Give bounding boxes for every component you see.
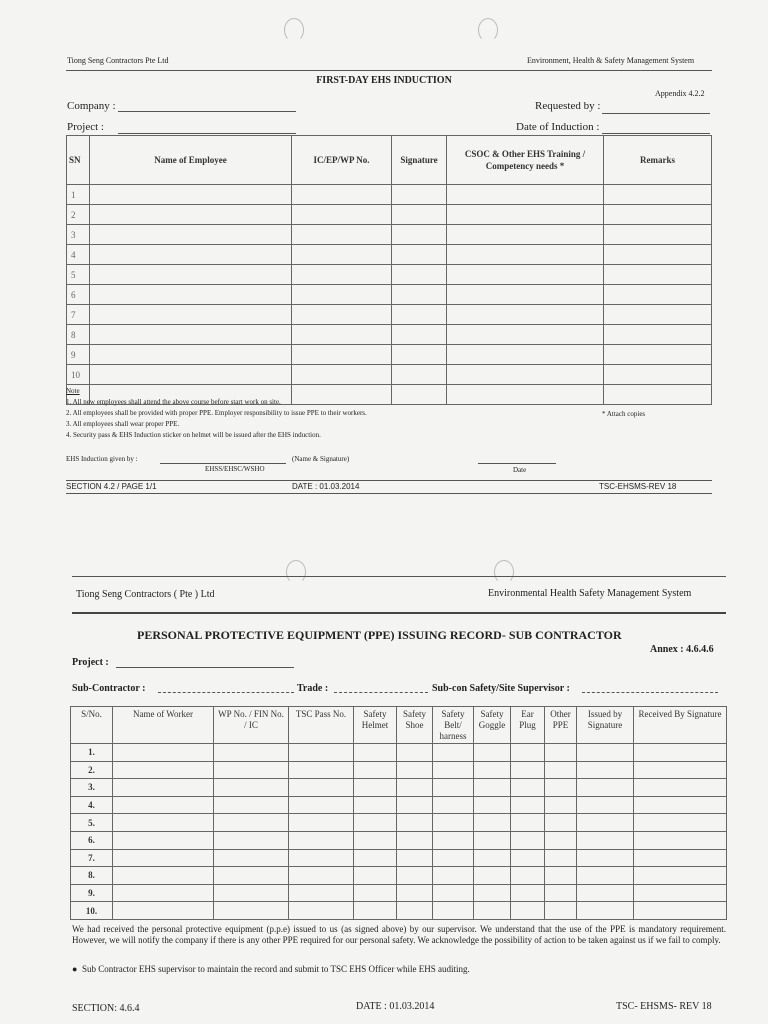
- column-header: Other PPE: [545, 707, 577, 744]
- table-cell[interactable]: [511, 744, 545, 762]
- supervisor-field[interactable]: [582, 692, 718, 693]
- project-field[interactable]: [118, 133, 296, 134]
- table-cell[interactable]: [604, 305, 712, 325]
- row-number: 3: [67, 225, 90, 245]
- table-row: [67, 245, 712, 265]
- table-cell[interactable]: [604, 225, 712, 245]
- table-cell[interactable]: [433, 884, 474, 902]
- row-number: 7.: [71, 849, 113, 867]
- form1-system-name: Environment, Health & Safety Management System: [527, 56, 695, 65]
- table-cell[interactable]: [292, 305, 392, 325]
- table-cell[interactable]: [397, 761, 433, 779]
- note-item: 3. All employees shall wear proper PPE.: [66, 420, 180, 428]
- company-label: Company :: [67, 100, 116, 112]
- row-number: 10: [67, 365, 90, 385]
- table-cell[interactable]: [545, 814, 577, 832]
- table-cell[interactable]: [604, 285, 712, 305]
- table-cell[interactable]: [577, 831, 634, 849]
- requested-by-field[interactable]: [602, 113, 710, 114]
- note-item: 1. All new employees shall attend the above course before start work on site.: [66, 398, 281, 406]
- table-cell[interactable]: [113, 814, 214, 832]
- table-cell[interactable]: [577, 761, 634, 779]
- table-cell[interactable]: [90, 305, 292, 325]
- table-cell[interactable]: [292, 185, 392, 205]
- table-cell[interactable]: [354, 814, 397, 832]
- table-cell[interactable]: [634, 779, 727, 797]
- row-number: 7: [67, 305, 90, 325]
- table-cell[interactable]: [604, 365, 712, 385]
- table-row: [71, 902, 727, 920]
- table-header-row: [71, 707, 727, 744]
- table-cell[interactable]: [604, 345, 712, 365]
- table-cell[interactable]: [113, 902, 214, 920]
- table-header-row: [67, 136, 712, 185]
- table-cell[interactable]: [545, 884, 577, 902]
- table-cell[interactable]: [113, 761, 214, 779]
- column-header: TSC Pass No.: [289, 707, 354, 744]
- table-cell[interactable]: [604, 185, 712, 205]
- form1-title-text: FIRST-DAY EHS INDUCTION: [316, 75, 452, 86]
- table-row: [71, 849, 727, 867]
- table-cell: [392, 385, 447, 405]
- table-cell[interactable]: [474, 849, 511, 867]
- column-header: WP No. / FIN No. / IC: [214, 707, 289, 744]
- table-cell[interactable]: [292, 205, 392, 225]
- table-cell[interactable]: [511, 902, 545, 920]
- row-number: 9.: [71, 884, 113, 902]
- table-cell[interactable]: [604, 265, 712, 285]
- table-cell[interactable]: [577, 814, 634, 832]
- table-row: [71, 867, 727, 885]
- column-header: Received By Signature: [634, 707, 727, 744]
- table-row: [67, 205, 712, 225]
- table-cell[interactable]: [577, 779, 634, 797]
- table-cell[interactable]: [90, 365, 292, 385]
- table-cell[interactable]: [634, 761, 727, 779]
- table-cell[interactable]: [433, 902, 474, 920]
- table-cell[interactable]: [354, 831, 397, 849]
- table-row: [67, 305, 712, 325]
- table-cell[interactable]: [474, 761, 511, 779]
- table-cell[interactable]: [289, 902, 354, 920]
- table-cell[interactable]: [292, 265, 392, 285]
- table-cell[interactable]: [433, 867, 474, 885]
- note-item: 4. Security pass & EHS Induction sticker on helmet will be issued after the EHS induction.: [66, 431, 321, 439]
- row-number: 6: [67, 285, 90, 305]
- table-cell[interactable]: [397, 831, 433, 849]
- induction-given-by-field[interactable]: [160, 463, 286, 464]
- divider: [72, 612, 726, 614]
- table-row: [67, 365, 712, 385]
- table-cell[interactable]: [214, 902, 289, 920]
- table-cell[interactable]: [433, 831, 474, 849]
- form1-footer-date: DATE : 01.03.2014: [292, 482, 360, 491]
- declaration-text: We had received the personal protective equipment (p.p.e) issued to us (as signed above) by our supervisor. We understand that the use of the PPE is mandatory requirement. However, we will notify the company if there is any other PPE required for our personal safety. We acknowledge the possibility of action to be taken against us if we fail to comply.: [72, 924, 726, 945]
- table-cell[interactable]: [354, 796, 397, 814]
- table-cell[interactable]: [397, 902, 433, 920]
- table-cell[interactable]: [289, 831, 354, 849]
- table-cell[interactable]: [447, 245, 604, 265]
- table-cell[interactable]: [511, 796, 545, 814]
- table-cell[interactable]: [511, 779, 545, 797]
- row-number: 4.: [71, 796, 113, 814]
- table-cell[interactable]: [433, 849, 474, 867]
- table-cell[interactable]: [447, 345, 604, 365]
- table-cell[interactable]: [90, 265, 292, 285]
- table-cell[interactable]: [113, 796, 214, 814]
- table-cell[interactable]: [214, 849, 289, 867]
- table-cell[interactable]: [447, 205, 604, 225]
- note-item: 2. All employees shall be provided with proper PPE. Employer responsibility to issue PPE to their workers.: [66, 409, 367, 417]
- table-cell[interactable]: [577, 884, 634, 902]
- table-row: [71, 779, 727, 797]
- table-cell[interactable]: [392, 345, 447, 365]
- row-number: 2: [67, 205, 90, 225]
- table-cell[interactable]: [634, 849, 727, 867]
- notes-list: [66, 397, 367, 441]
- form2-footer-section: SECTION: 4.6.4: [72, 1003, 140, 1014]
- induction-date-field[interactable]: [478, 463, 556, 464]
- table-row: [67, 285, 712, 305]
- column-header: Name of Worker: [113, 707, 214, 744]
- table-cell[interactable]: [433, 796, 474, 814]
- row-number: 2.: [71, 761, 113, 779]
- table-cell[interactable]: [634, 814, 727, 832]
- table-cell[interactable]: [447, 325, 604, 345]
- row-number: 8: [67, 325, 90, 345]
- table-cell[interactable]: [577, 867, 634, 885]
- role-label: EHSS/EHSC/WSHO: [205, 465, 265, 473]
- ppe-table: [70, 706, 727, 920]
- induction-table: [66, 135, 712, 405]
- table-cell[interactable]: [474, 902, 511, 920]
- table-cell[interactable]: [113, 884, 214, 902]
- table-cell[interactable]: [113, 867, 214, 885]
- table-cell[interactable]: [354, 884, 397, 902]
- row-number: 3.: [71, 779, 113, 797]
- table-row: [71, 814, 727, 832]
- table-cell[interactable]: [474, 779, 511, 797]
- column-header: CSOC & Other EHS Training / Competency needs *: [447, 136, 604, 185]
- column-header: Safety Shoe: [397, 707, 433, 744]
- table-cell[interactable]: [392, 245, 447, 265]
- form2-footer-rev: TSC- EHSMS- REV 18: [616, 1001, 712, 1012]
- table-cell[interactable]: [433, 814, 474, 832]
- table-cell[interactable]: [545, 849, 577, 867]
- column-header: Remarks: [604, 136, 712, 185]
- column-header: SN: [67, 136, 90, 185]
- table-cell[interactable]: [545, 779, 577, 797]
- column-header: Name of Employee: [90, 136, 292, 185]
- bullet-text: Sub Contractor EHS supervisor to maintain the record and submit to TSC EHS Officer while EHS auditing.: [81, 964, 470, 974]
- table-cell[interactable]: [113, 779, 214, 797]
- table-cell[interactable]: [474, 831, 511, 849]
- table-row: [71, 796, 727, 814]
- table-cell[interactable]: [474, 814, 511, 832]
- table-cell[interactable]: [634, 796, 727, 814]
- table-cell[interactable]: [214, 867, 289, 885]
- form2-title: PERSONAL PROTECTIVE EQUIPMENT (PPE) ISSUING RECORD- SUB CONTRACTOR: [137, 628, 622, 642]
- table-row: [67, 225, 712, 245]
- table-cell[interactable]: [634, 867, 727, 885]
- row-number: 1: [67, 185, 90, 205]
- divider: [66, 480, 712, 481]
- table-cell[interactable]: [292, 365, 392, 385]
- table-cell[interactable]: [577, 744, 634, 762]
- table-cell[interactable]: [90, 325, 292, 345]
- table-cell[interactable]: [292, 285, 392, 305]
- table-cell[interactable]: [545, 796, 577, 814]
- table-cell[interactable]: [214, 761, 289, 779]
- table-cell[interactable]: [577, 849, 634, 867]
- subcontractor-field[interactable]: [158, 692, 294, 693]
- form2-project-field[interactable]: [116, 667, 294, 668]
- column-header: Safety Goggle: [474, 707, 511, 744]
- table-cell[interactable]: [545, 902, 577, 920]
- table-cell[interactable]: [634, 884, 727, 902]
- table-cell[interactable]: [545, 744, 577, 762]
- row-number: 4: [67, 245, 90, 265]
- divider: [72, 576, 726, 577]
- project-label: Project :: [67, 121, 104, 133]
- table-cell[interactable]: [397, 814, 433, 832]
- table-cell[interactable]: [474, 744, 511, 762]
- trade-field[interactable]: [334, 692, 428, 693]
- table-cell[interactable]: [447, 305, 604, 325]
- note-heading: Note: [66, 387, 80, 395]
- table-cell[interactable]: [447, 365, 604, 385]
- table-cell[interactable]: [289, 814, 354, 832]
- table-cell[interactable]: [214, 814, 289, 832]
- punch-hole-mark: [284, 18, 304, 42]
- table-cell[interactable]: [90, 185, 292, 205]
- table-cell[interactable]: [90, 285, 292, 305]
- table-cell[interactable]: [90, 345, 292, 365]
- table-cell[interactable]: [113, 849, 214, 867]
- table-cell[interactable]: [634, 902, 727, 920]
- column-header: Safety Belt/ harness: [433, 707, 474, 744]
- table-cell[interactable]: [214, 779, 289, 797]
- form2-company-name: Tiong Seng Contractors ( Pte ) Ltd: [76, 589, 215, 600]
- table-row: [71, 831, 727, 849]
- table-cell[interactable]: [392, 305, 447, 325]
- row-number: 6.: [71, 831, 113, 849]
- table-cell[interactable]: [354, 744, 397, 762]
- table-cell[interactable]: [545, 867, 577, 885]
- table-cell[interactable]: [392, 205, 447, 225]
- form2-footer-date: DATE : 01.03.2014: [356, 1001, 435, 1012]
- table-cell[interactable]: [397, 884, 433, 902]
- table-cell[interactable]: [90, 205, 292, 225]
- form1-appendix: Appendix 4.2.2: [655, 89, 705, 98]
- table-cell[interactable]: [289, 849, 354, 867]
- company-field[interactable]: [118, 111, 296, 112]
- table-cell[interactable]: [511, 884, 545, 902]
- table-cell[interactable]: [354, 761, 397, 779]
- table-cell[interactable]: [292, 225, 392, 245]
- bullet-icon: ●: [72, 964, 78, 974]
- table-cell[interactable]: [604, 325, 712, 345]
- row-number: 5: [67, 265, 90, 285]
- supervisor-label: Sub-con Safety/Site Supervisor :: [432, 683, 570, 694]
- column-header: S/No.: [71, 707, 113, 744]
- table-cell[interactable]: [392, 225, 447, 245]
- table-cell[interactable]: [447, 185, 604, 205]
- table-cell[interactable]: [447, 225, 604, 245]
- punch-hole-mark: [478, 18, 498, 42]
- table-cell[interactable]: [511, 867, 545, 885]
- table-cell[interactable]: [354, 902, 397, 920]
- table-cell[interactable]: [289, 779, 354, 797]
- table-cell[interactable]: [289, 761, 354, 779]
- table-cell[interactable]: [474, 884, 511, 902]
- table-cell[interactable]: [604, 205, 712, 225]
- table-cell[interactable]: [433, 779, 474, 797]
- form1-title: [0, 75, 768, 86]
- table-row: [71, 761, 727, 779]
- table-cell: [604, 385, 712, 405]
- table-cell[interactable]: [392, 325, 447, 345]
- table-cell[interactable]: [577, 902, 634, 920]
- form1-footer-rev: TSC-EHSMS-REV 18: [599, 482, 677, 491]
- table-row: [67, 185, 712, 205]
- table-cell[interactable]: [289, 867, 354, 885]
- table-cell[interactable]: [113, 744, 214, 762]
- punch-hole-mark: [494, 560, 514, 584]
- column-header: IC/EP/WP No.: [292, 136, 392, 185]
- table-cell[interactable]: [433, 744, 474, 762]
- table-cell[interactable]: [392, 265, 447, 285]
- table-row: [71, 744, 727, 762]
- requested-by-label: Requested by :: [535, 100, 601, 112]
- row-number: 10.: [71, 902, 113, 920]
- table-row: [67, 325, 712, 345]
- divider: [66, 70, 712, 71]
- table-cell[interactable]: [354, 867, 397, 885]
- column-header: Signature: [392, 136, 447, 185]
- table-cell[interactable]: [292, 345, 392, 365]
- table-cell[interactable]: [354, 779, 397, 797]
- table-cell[interactable]: [214, 744, 289, 762]
- table-cell[interactable]: [474, 796, 511, 814]
- table-cell[interactable]: [392, 285, 447, 305]
- table-cell[interactable]: [511, 814, 545, 832]
- table-cell[interactable]: [90, 225, 292, 245]
- subcontractor-label: Sub-Contractor :: [72, 683, 146, 694]
- table-cell[interactable]: [292, 245, 392, 265]
- table-cell[interactable]: [604, 245, 712, 265]
- table-cell[interactable]: [577, 796, 634, 814]
- table-row: [67, 345, 712, 365]
- bullet-note: [72, 964, 470, 974]
- table-cell[interactable]: [397, 744, 433, 762]
- date-of-induction-field[interactable]: [602, 133, 710, 134]
- row-number: 5.: [71, 814, 113, 832]
- form2-annex: Annex : 4.6.4.6: [650, 644, 714, 655]
- row-number: 9: [67, 345, 90, 365]
- divider: [66, 493, 712, 494]
- date-of-induction-label: Date of Induction :: [516, 121, 600, 133]
- table-cell[interactable]: [214, 884, 289, 902]
- table-cell[interactable]: [392, 185, 447, 205]
- punch-hole-mark: [286, 560, 306, 584]
- table-cell[interactable]: [634, 831, 727, 849]
- column-header: Ear Plug: [511, 707, 545, 744]
- table-cell[interactable]: [397, 779, 433, 797]
- table-cell[interactable]: [433, 761, 474, 779]
- table-cell[interactable]: [397, 849, 433, 867]
- table-cell[interactable]: [474, 867, 511, 885]
- row-number: 8.: [71, 867, 113, 885]
- table-cell[interactable]: [392, 365, 447, 385]
- table-cell[interactable]: [113, 831, 214, 849]
- table-row: [71, 884, 727, 902]
- table-cell[interactable]: [397, 796, 433, 814]
- column-header: Safety Helmet: [354, 707, 397, 744]
- table-cell[interactable]: [397, 867, 433, 885]
- row-number: 1.: [71, 744, 113, 762]
- form1-footer-section: SECTION 4.2 / PAGE 1/1: [66, 482, 157, 491]
- table-cell[interactable]: [214, 831, 289, 849]
- trade-label: Trade :: [297, 683, 329, 694]
- table-cell[interactable]: [214, 796, 289, 814]
- table-cell[interactable]: [511, 831, 545, 849]
- table-cell[interactable]: [447, 285, 604, 305]
- table-cell[interactable]: [289, 744, 354, 762]
- table-cell[interactable]: [90, 245, 292, 265]
- table-cell[interactable]: [289, 796, 354, 814]
- column-header: Issued by Signature: [577, 707, 634, 744]
- table-cell[interactable]: [511, 849, 545, 867]
- table-cell[interactable]: [545, 761, 577, 779]
- table-cell[interactable]: [292, 325, 392, 345]
- attach-copies-note: * Attach copies: [602, 410, 646, 418]
- table-cell[interactable]: [447, 265, 604, 285]
- table-cell[interactable]: [545, 831, 577, 849]
- induction-given-by-label: EHS Induction given by :: [66, 455, 138, 463]
- table-cell[interactable]: [634, 744, 727, 762]
- table-cell: [447, 385, 604, 405]
- name-signature-label: (Name & Signature): [292, 455, 350, 463]
- date-label: Date: [513, 466, 527, 474]
- table-cell[interactable]: [289, 884, 354, 902]
- table-cell[interactable]: [511, 761, 545, 779]
- form1-company-name: Tiong Seng Contractors Pte Ltd: [67, 56, 169, 65]
- form2-project-label: Project :: [72, 657, 109, 668]
- form2-system-name: Environmental Health Safety Management System: [488, 588, 692, 599]
- table-cell[interactable]: [354, 849, 397, 867]
- table-row: [67, 265, 712, 285]
